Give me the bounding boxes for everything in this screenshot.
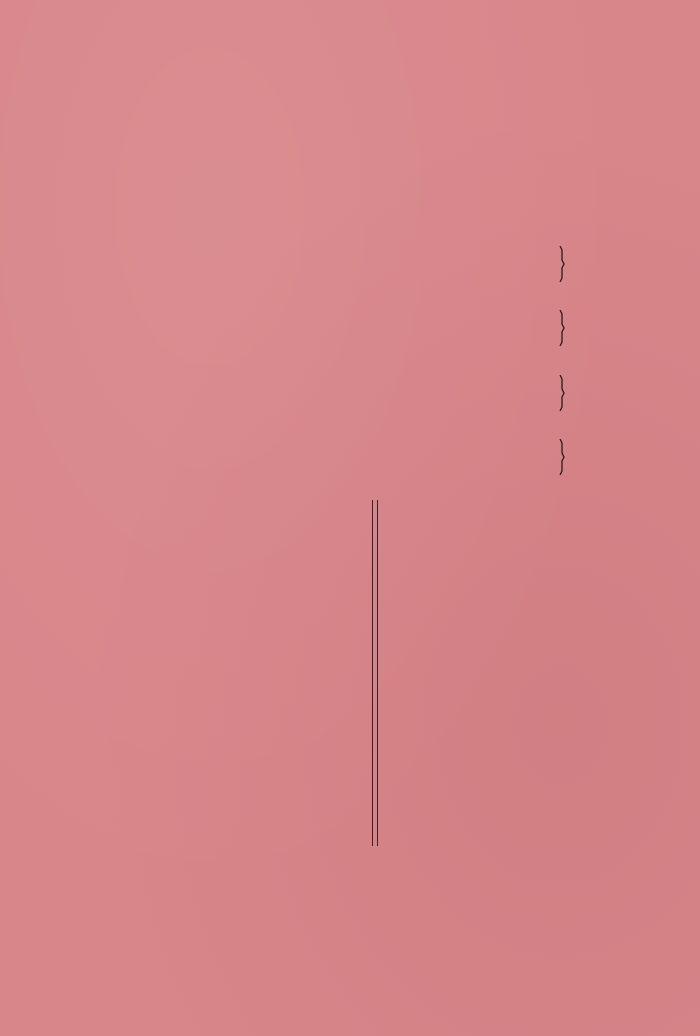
department-entry xyxy=(40,437,660,481)
brace-icon xyxy=(558,375,566,411)
top-ornament-border xyxy=(70,40,678,138)
department-entry xyxy=(40,244,660,288)
brace-icon xyxy=(558,246,566,282)
bottom-ornament-border xyxy=(70,862,678,944)
brace-icon xyxy=(558,310,566,346)
brace-icon xyxy=(558,439,566,475)
department-entry xyxy=(40,308,660,352)
column-divider xyxy=(372,500,378,846)
department-entry xyxy=(40,373,660,417)
